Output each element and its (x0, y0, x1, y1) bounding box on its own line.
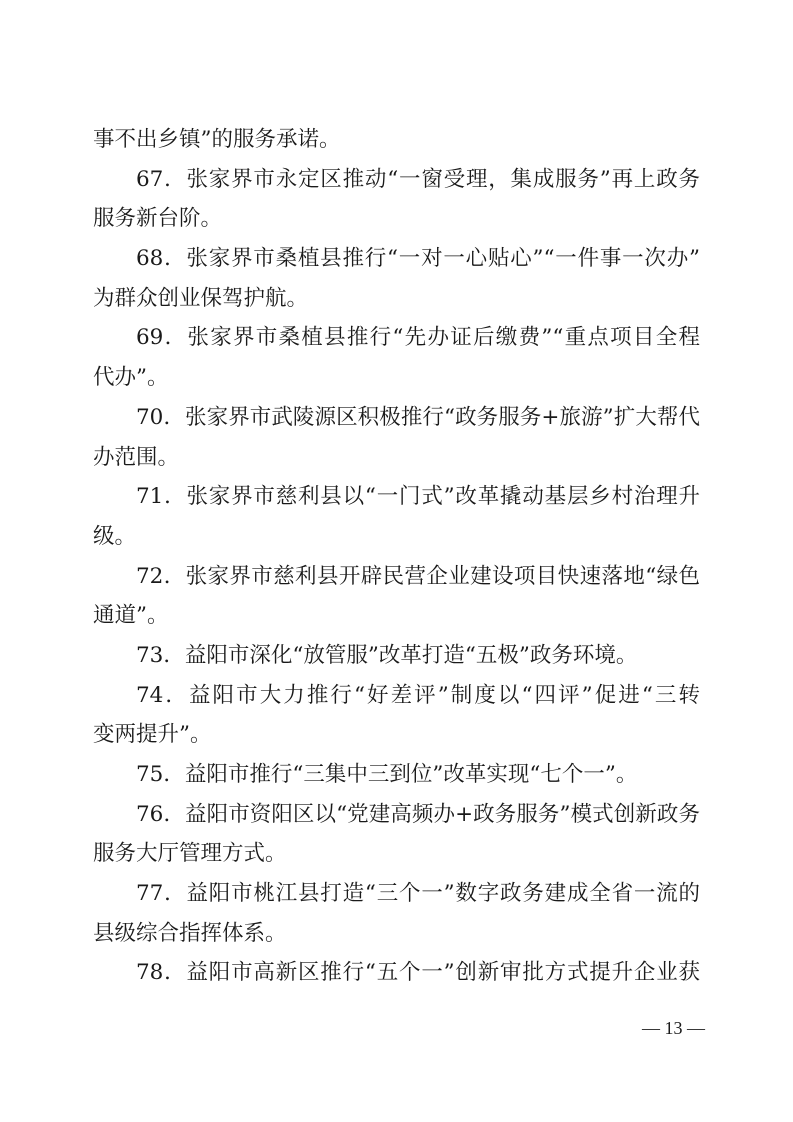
text-line: 78．益阳市高新区推行“五个一”创新审批方式提升企业获 (136, 960, 700, 986)
text-line: 通道”。 (93, 603, 169, 629)
text-line: 75．益阳市推行“三集中三到位”改革实现“七个一”。 (136, 762, 638, 787)
text-line: 77．益阳市桃江县打造“三个一”数字政务建成全省一流的 (136, 881, 700, 907)
paragraph (93, 557, 700, 636)
text-line: 代办”。 (93, 365, 169, 391)
paragraph (93, 160, 700, 239)
text-line: 服务新台阶。 (93, 206, 223, 232)
text-line: 74．益阳市大力推行“好差评”制度以“四评”促进“三转 (136, 682, 700, 708)
paragraph (93, 636, 700, 676)
text-line: 事不出乡镇”的服务承诺。 (93, 127, 341, 152)
paragraph (93, 953, 700, 993)
text-line: 73．益阳市深化“放管服”改革打造“五极”政务环境。 (136, 642, 638, 668)
text-line: 69．张家界市桑植县推行“先办证后缴费”“重点项目全程 (136, 325, 700, 351)
paragraph (93, 398, 700, 477)
text-line: 67．张家界市永定区推动“一窗受理，集成服务”再上政务 (136, 166, 700, 192)
text-line: 办范围。 (93, 444, 180, 470)
paragraph (93, 755, 700, 795)
text-line: 变两提升”。 (93, 722, 212, 748)
text-line: 级。 (93, 523, 137, 549)
paragraph (93, 477, 700, 556)
text-line: 县级综合指挥体系。 (93, 920, 287, 946)
text-line: 72．张家界市慈利县开辟民营企业建设项目快速落地“绿色 (136, 563, 700, 589)
text-line: 70．张家界市武陵源区积极推行“政务服务+旅游”扩大帮代 (136, 404, 700, 430)
text-line: 68．张家界市桑植县推行“一对一心贴心”“一件事一次办” (136, 246, 700, 272)
paragraph (93, 874, 700, 953)
page-number: — 13 — (642, 1018, 705, 1038)
text-line: 76．益阳市资阳区以“党建高频办+政务服务”模式创新政务 (136, 801, 700, 827)
text-line: 71．张家界市慈利县以“一门式”改革撬动基层乡村治理升 (136, 484, 700, 510)
text-line: 服务大厅管理方式。 (93, 841, 287, 867)
paragraph (93, 120, 700, 160)
paragraph (93, 795, 700, 874)
paragraph (93, 239, 700, 318)
document-body (93, 120, 700, 993)
text-line: 为群众创业保驾护航。 (93, 285, 309, 311)
paragraph (93, 318, 700, 397)
paragraph (93, 676, 700, 755)
